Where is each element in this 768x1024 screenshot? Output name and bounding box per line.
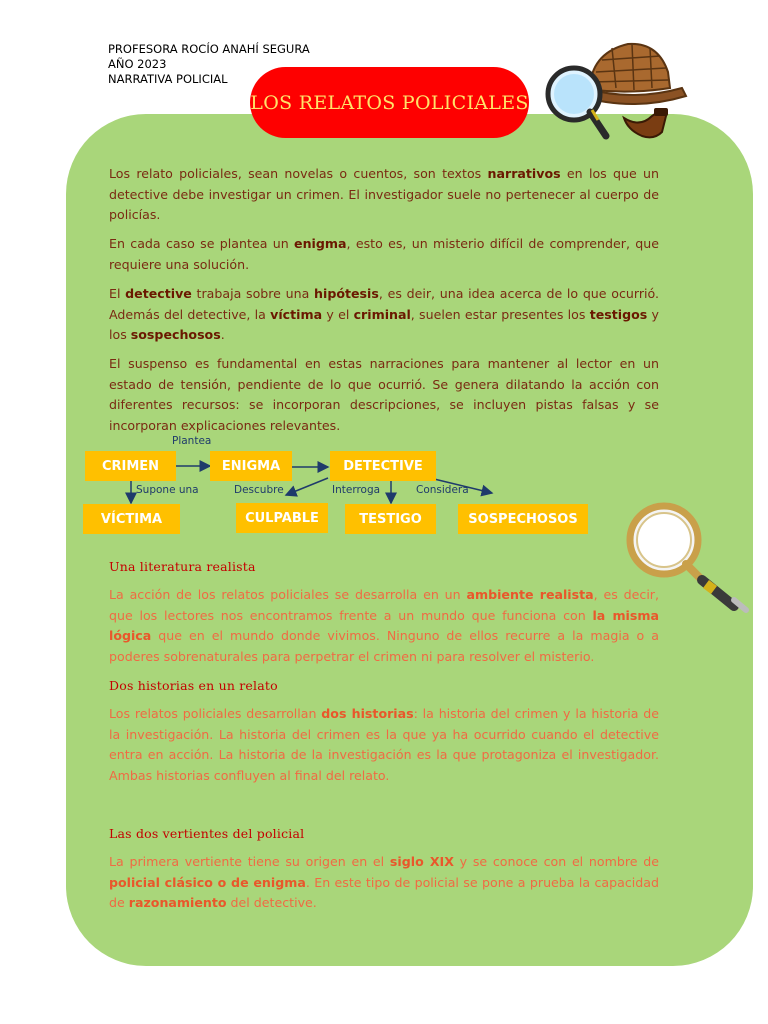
box-sospechosos: SOSPECHOSOS xyxy=(458,504,588,534)
intro-paragraph-1: Los relato policiales, sean novelas o cuentos, son textos narrativos en los que un detective debe investigar un crimen. El investigador suele no pertenecer al cuerpo de policías. xyxy=(109,166,659,222)
label-descubre: Descubre xyxy=(234,484,284,496)
box-crimen: CRIMEN xyxy=(85,451,176,481)
magnifying-glass-icon xyxy=(624,500,754,620)
year-line: AÑO 2023 xyxy=(108,57,167,71)
intro-paragraph-4: El suspenso es fundamental en estas narraciones para mantener al lector en un estado de tensión, pendiente de lo que ocurrió. Se genera dilatando la acción con diferentes recursos: se incorporan descripciones, se incluyen pistas falsas y se incorporan explicaciones relevantes. xyxy=(109,356,659,433)
title-banner xyxy=(250,67,529,138)
label-interroga: Interroga xyxy=(332,484,381,496)
section-paragraph-dos-historias: Los relatos policiales desarrollan dos historias: la historia del crimen y la historia de la investigación. La historia del crimen es la que ya ha ocurrido cuando el detective entra en acción. La historia de la investigación es la que protagoniza el investigador. Ambas historias confluyen al final del relato. xyxy=(109,706,659,783)
label-supone: Supone una xyxy=(136,484,199,496)
intro-paragraph-3: El detective trabaja sobre una hipótesis, es deir, una idea acerca de lo que ocurrió. Además del detective, la víctima y el criminal, suelen estar presentes los testigos y los sospechosos. xyxy=(109,286,659,342)
section-heading-dos-historias: Dos historias en un relato xyxy=(109,678,278,693)
intro-paragraph-2: En cada caso se plantea un enigma, esto es, un misterio difícil de comprender, que requiere una solución. xyxy=(109,236,659,272)
detective-hat-icon xyxy=(532,32,692,142)
box-culpable: CULPABLE xyxy=(236,503,328,533)
section-paragraph-realista: La acción de los relatos policiales se desarrolla en un ambiente realista, es decir, que los lectores nos encontramos frente a un mundo que funciona con la misma lógica que en el mundo donde vivimos. Ninguno de ellos recurre a la magia o a poderes sobrenaturales para perpetrar el crimen ni para resolver el misterio. xyxy=(109,587,659,664)
subject-line: NARRATIVA POLICIAL xyxy=(108,72,228,86)
section-paragraph-vertientes: La primera vertiente tiene su origen en el siglo XIX y se conoce con el nombre de policial clásico o de enigma. En este tipo de policial se pone a prueba la capacidad de razonamiento del detective. xyxy=(109,854,659,910)
section-heading-vertientes: Las dos vertientes del policial xyxy=(109,826,305,841)
box-detective: DETECTIVE xyxy=(330,451,436,481)
label-considera: Considera xyxy=(416,484,469,496)
section-heading-realista: Una literatura realista xyxy=(109,559,256,574)
page-title: LOS RELATOS POLICIALES xyxy=(250,91,529,114)
box-testigo: TESTIGO xyxy=(345,504,436,534)
label-plantea: Plantea xyxy=(172,435,212,447)
author-line: PROFESORA ROCÍO ANAHÍ SEGURA xyxy=(108,42,310,56)
box-enigma: ENIGMA xyxy=(210,451,292,481)
box-victima: VÍCTIMA xyxy=(83,504,180,534)
